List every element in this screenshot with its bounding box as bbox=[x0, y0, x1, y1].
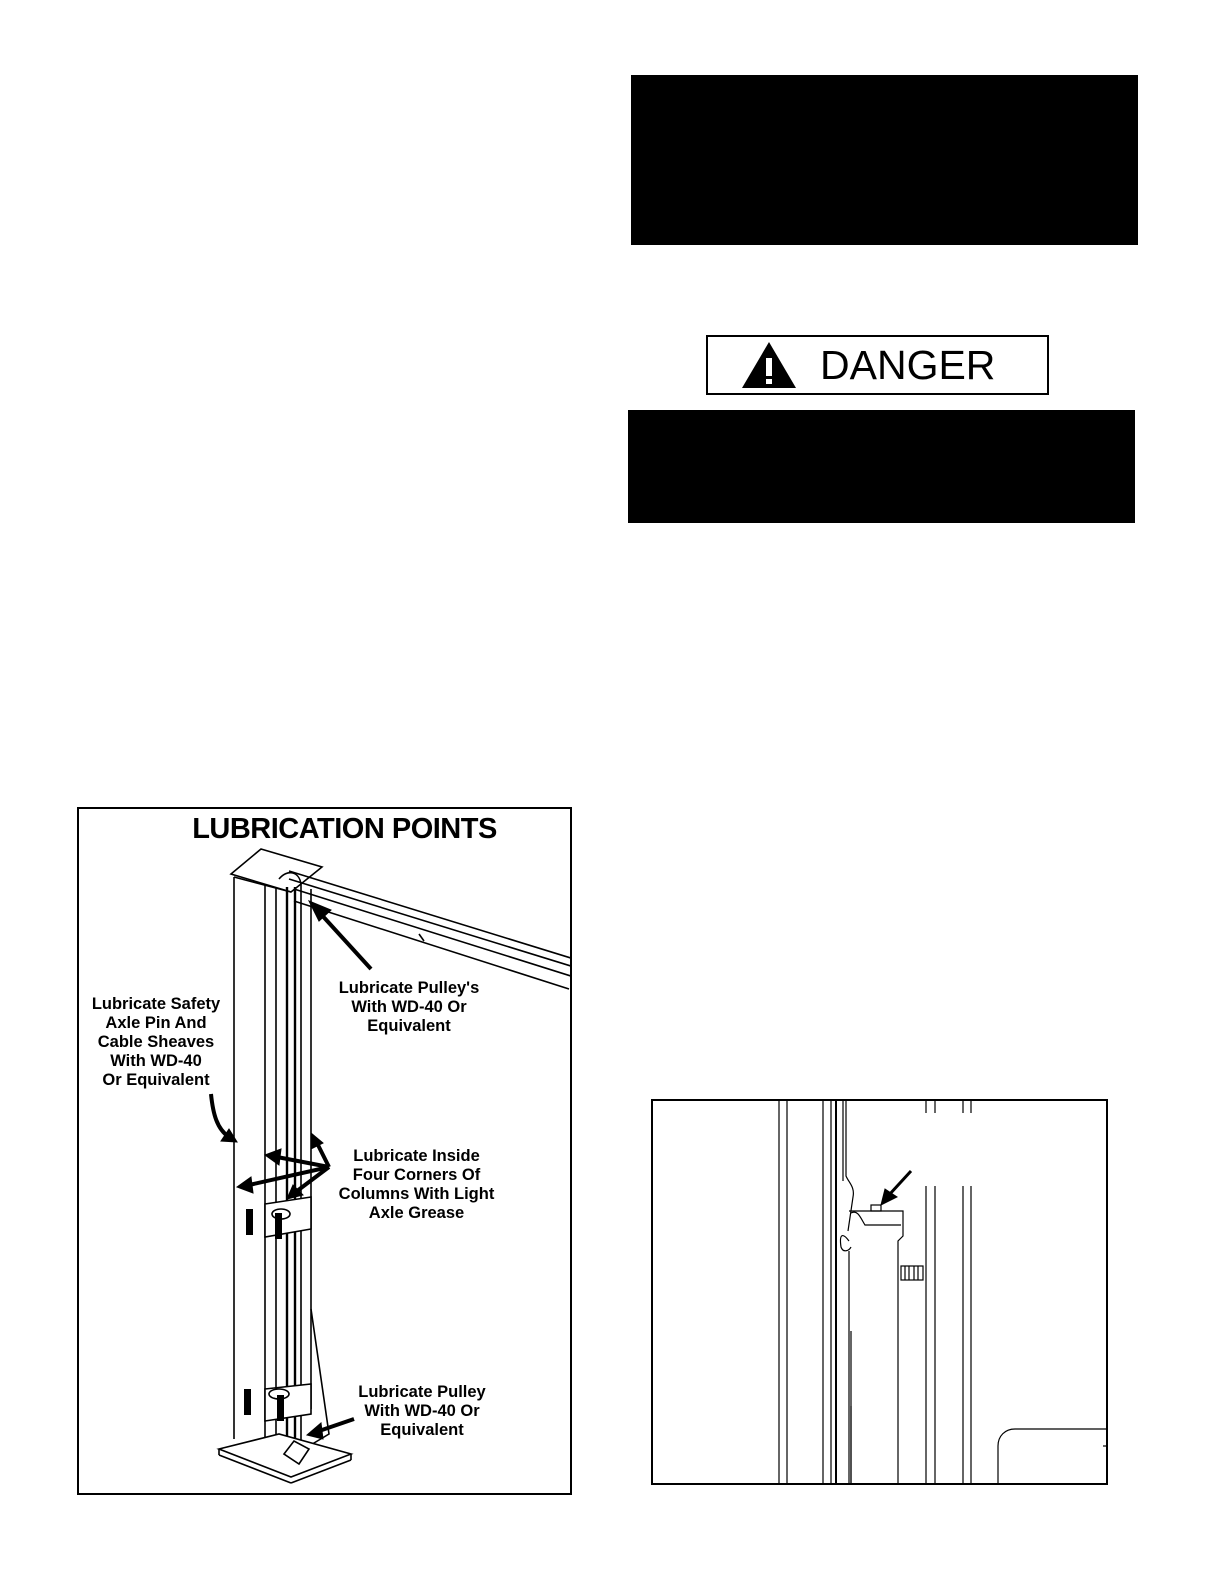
callout-safety-axle-pin: Lubricate Safety Axle Pin And Cable Sheaves With WD-40 Or Equivalent bbox=[91, 995, 221, 1089]
danger-sign bbox=[706, 335, 1049, 395]
danger-word: DANGER bbox=[820, 341, 996, 388]
lubrication-points-figure bbox=[77, 807, 572, 1495]
callout-bottom-pulley: Lubricate Pulley With WD-40 Or Equivalent bbox=[358, 1383, 486, 1439]
redacted-block-top bbox=[631, 75, 1138, 245]
callout-column-corners: Lubricate Inside Four Corners Of Columns With Light Axle Grease bbox=[338, 1147, 495, 1222]
column-closeup-drawing bbox=[653, 1101, 1108, 1485]
callout-top-pulleys: Lubricate Pulley's With WD-40 Or Equivalent bbox=[338, 979, 480, 1035]
warning-triangle-icon bbox=[740, 340, 798, 390]
redacted-block-bottom bbox=[628, 410, 1135, 523]
column-closeup-figure bbox=[651, 1099, 1108, 1485]
figure-title: LUBRICATION POINTS bbox=[192, 813, 497, 845]
